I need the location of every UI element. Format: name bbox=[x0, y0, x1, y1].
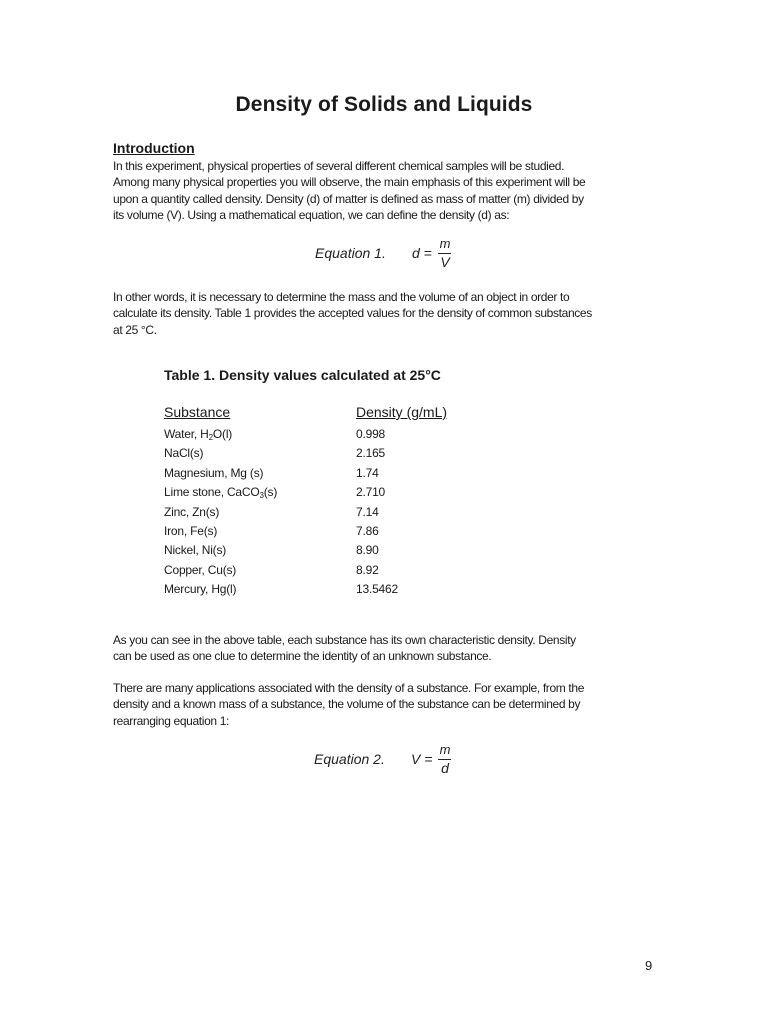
density-cell: 1.74 bbox=[356, 465, 379, 480]
equation-label: Equation 1. bbox=[315, 245, 386, 261]
paragraph-line: upon a quantity called density. Density (d) of matter is defined as mass of matter (m) divided by bbox=[113, 191, 584, 206]
table-header-density: Density (g/mL) bbox=[356, 404, 448, 420]
paragraph-line: Among many physical properties you will observe, the main emphasis of this experiment will be bbox=[113, 175, 586, 190]
paragraph-4 bbox=[113, 680, 661, 729]
fraction-denominator: V bbox=[440, 254, 450, 270]
paragraph-line: As you can see in the above table, each substance has its own characteristic density. Density bbox=[113, 633, 576, 647]
paragraph-line: at 25 °C. bbox=[113, 322, 157, 337]
equation-2 bbox=[314, 742, 514, 782]
paragraph-line: calculate its density. Table 1 provides the accepted values for the density of common substances bbox=[113, 306, 592, 321]
density-cell: 2.165 bbox=[356, 446, 386, 461]
table-row bbox=[164, 582, 484, 600]
table-row bbox=[164, 524, 484, 542]
paragraph-2 bbox=[113, 289, 661, 338]
density-cell: 0.998 bbox=[356, 427, 386, 441]
density-cell: 8.90 bbox=[356, 543, 379, 558]
intro-paragraph bbox=[113, 158, 661, 223]
table-row bbox=[164, 563, 484, 581]
substance-cell: Iron, Fe(s) bbox=[164, 524, 218, 538]
density-cell: 8.92 bbox=[356, 562, 379, 577]
paragraph-3 bbox=[113, 632, 661, 665]
substance-cell: Lime stone, CaCO$_3$(s) bbox=[164, 485, 278, 501]
substance-cell: Zinc, Zn(s) bbox=[164, 504, 220, 519]
equation-variable: V = bbox=[411, 751, 433, 767]
table-row bbox=[164, 427, 484, 445]
paragraph-line: In other words, it is necessary to determine the mass and the volume of an object in order to bbox=[113, 290, 570, 304]
substance-cell: Mercury, Hg(l) bbox=[164, 582, 237, 597]
table-header-substance: Substance bbox=[164, 404, 231, 420]
density-cell: 2.710 bbox=[356, 485, 386, 500]
table-row bbox=[164, 466, 484, 484]
table-row bbox=[164, 446, 484, 464]
substance-cell: Copper, Cu(s) bbox=[164, 562, 237, 577]
substance-cell: Magnesium, Mg (s) bbox=[164, 465, 264, 480]
equation-variable: d = bbox=[412, 245, 432, 261]
table-row bbox=[164, 505, 484, 523]
paragraph-line: In this experiment, physical properties of several different chemical samples will be studied. bbox=[113, 159, 565, 173]
substance-cell: Nickel, Ni(s) bbox=[164, 543, 227, 558]
table-row bbox=[164, 543, 484, 561]
paragraph-line: There are many applications associated with the density of a substance. For example, from the bbox=[113, 681, 585, 695]
page-title: Density of Solids and Liquids bbox=[235, 93, 533, 116]
page-number: 9 bbox=[645, 958, 653, 973]
density-cell: 13.5462 bbox=[356, 582, 398, 597]
density-cell: 7.86 bbox=[356, 524, 379, 538]
paragraph-line: can be used as one clue to determine the identity of an unknown substance. bbox=[113, 649, 492, 664]
paragraph-line: rearranging equation 1: bbox=[113, 713, 230, 728]
equation-label: Equation 2. bbox=[314, 751, 385, 767]
paragraph-line: its volume (V). Using a mathematical equation, we can define the density (d) as: bbox=[113, 207, 510, 222]
table-row bbox=[164, 485, 484, 503]
fraction-denominator: d bbox=[441, 760, 449, 776]
substance-cell: NaCl(s) bbox=[164, 446, 204, 461]
density-cell: 7.14 bbox=[356, 504, 379, 519]
intro-heading: Introduction bbox=[113, 140, 195, 156]
fraction-numerator: m bbox=[439, 236, 451, 251]
equation-1 bbox=[315, 236, 515, 276]
substance-cell: Water, $H_2O(l)$ bbox=[164, 427, 233, 442]
table-title: Table 1. Density values calculated at 25°C bbox=[164, 367, 441, 383]
fraction-numerator: m bbox=[439, 742, 451, 757]
paragraph-line: density and a known mass of a substance, the volume of the substance can be determined by bbox=[113, 697, 581, 712]
